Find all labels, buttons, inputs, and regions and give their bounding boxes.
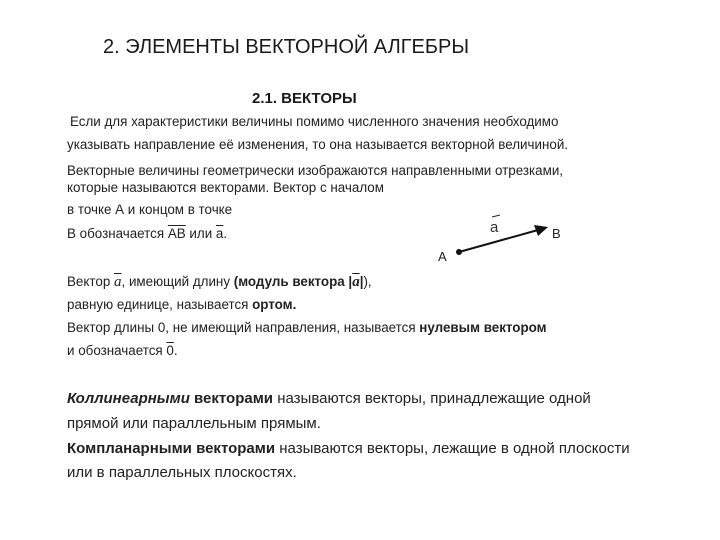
ort-line: [67, 297, 296, 312]
vector-line: [459, 230, 538, 252]
coplanar-line-1: [67, 440, 630, 457]
vector-a-notation: $\overline{a}$: [215, 226, 224, 241]
zero-text-3: .: [173, 343, 178, 358]
zero-line-2: [67, 343, 178, 358]
section-subtitle: 2.1. ВЕКТОРЫ: [252, 90, 357, 107]
vector-label-overarrow: [492, 215, 500, 217]
page-title: 2. ЭЛЕМЕНТЫ ВЕКТОРНОЙ АЛГЕБРЫ: [103, 36, 470, 58]
collinear-text-1: называются векторы, принадлежащие одной: [273, 390, 591, 407]
zero-vector-notation: 0: [166, 343, 174, 358]
definition-line-2: которые называются векторами. Вектор с началом: [67, 180, 384, 195]
point-b-label: В: [552, 226, 561, 241]
modulus-text-2: , имеющий длину: [121, 274, 234, 289]
definition-line-4: [67, 226, 227, 241]
collinear-term-italic: Коллинеарными: [67, 390, 190, 407]
collinear-line-1: [67, 390, 591, 407]
modulus-text-1: Вектор: [67, 274, 114, 289]
ort-text: равную единице, называется: [67, 297, 253, 312]
definition-line-3: в точке А и концом в точке: [67, 202, 233, 217]
ort-term: ортом.: [252, 297, 297, 312]
modulus-vector-a: $\overline{a}$: [114, 274, 122, 290]
collinear-term-rest: векторами: [189, 390, 274, 407]
point-a-dot: [456, 249, 462, 255]
coplanar-text-1: называются векторы, лежащие в одной плоскости: [275, 440, 630, 457]
vector-arrowhead: [534, 225, 548, 236]
definition-text-a: В обозначается: [67, 226, 168, 241]
zero-text: Вектор длины 0, не имеющий направления, называется: [67, 320, 420, 335]
collinear-line-2: прямой или параллельным прямым.: [67, 415, 321, 432]
definition-line-1: Векторные величины геометрически изображаются направленными отрезками,: [67, 163, 564, 178]
vector-ab-notation: АВ: [167, 226, 186, 241]
definition-text-c: .: [223, 226, 228, 241]
modulus-bold-end: |: [359, 274, 364, 289]
intro-line-1: Если для характеристики величины помимо численного значения необходимо: [70, 114, 559, 129]
modulus-vector-a-2: $\overline{a}$: [352, 274, 360, 290]
coplanar-line-2: или в параллельных плоскостях.: [67, 464, 297, 481]
zero-text-2: и обозначается: [67, 343, 167, 358]
modulus-bold: (модуль вектора |: [233, 274, 353, 289]
vector-figure: [430, 205, 590, 265]
modulus-line: [67, 274, 372, 291]
zero-term: нулевым вектором: [419, 320, 547, 335]
intro-line-2: указывать направление её изменения, то она называется векторной величиной.: [67, 137, 569, 152]
point-a-label: А: [438, 249, 447, 264]
coplanar-term: Компланарными векторами: [67, 440, 276, 457]
vector-label-a: a: [490, 219, 499, 236]
definition-text-b: или: [185, 226, 216, 241]
zero-line-1: [67, 320, 547, 335]
modulus-text-3: ),: [363, 274, 372, 289]
